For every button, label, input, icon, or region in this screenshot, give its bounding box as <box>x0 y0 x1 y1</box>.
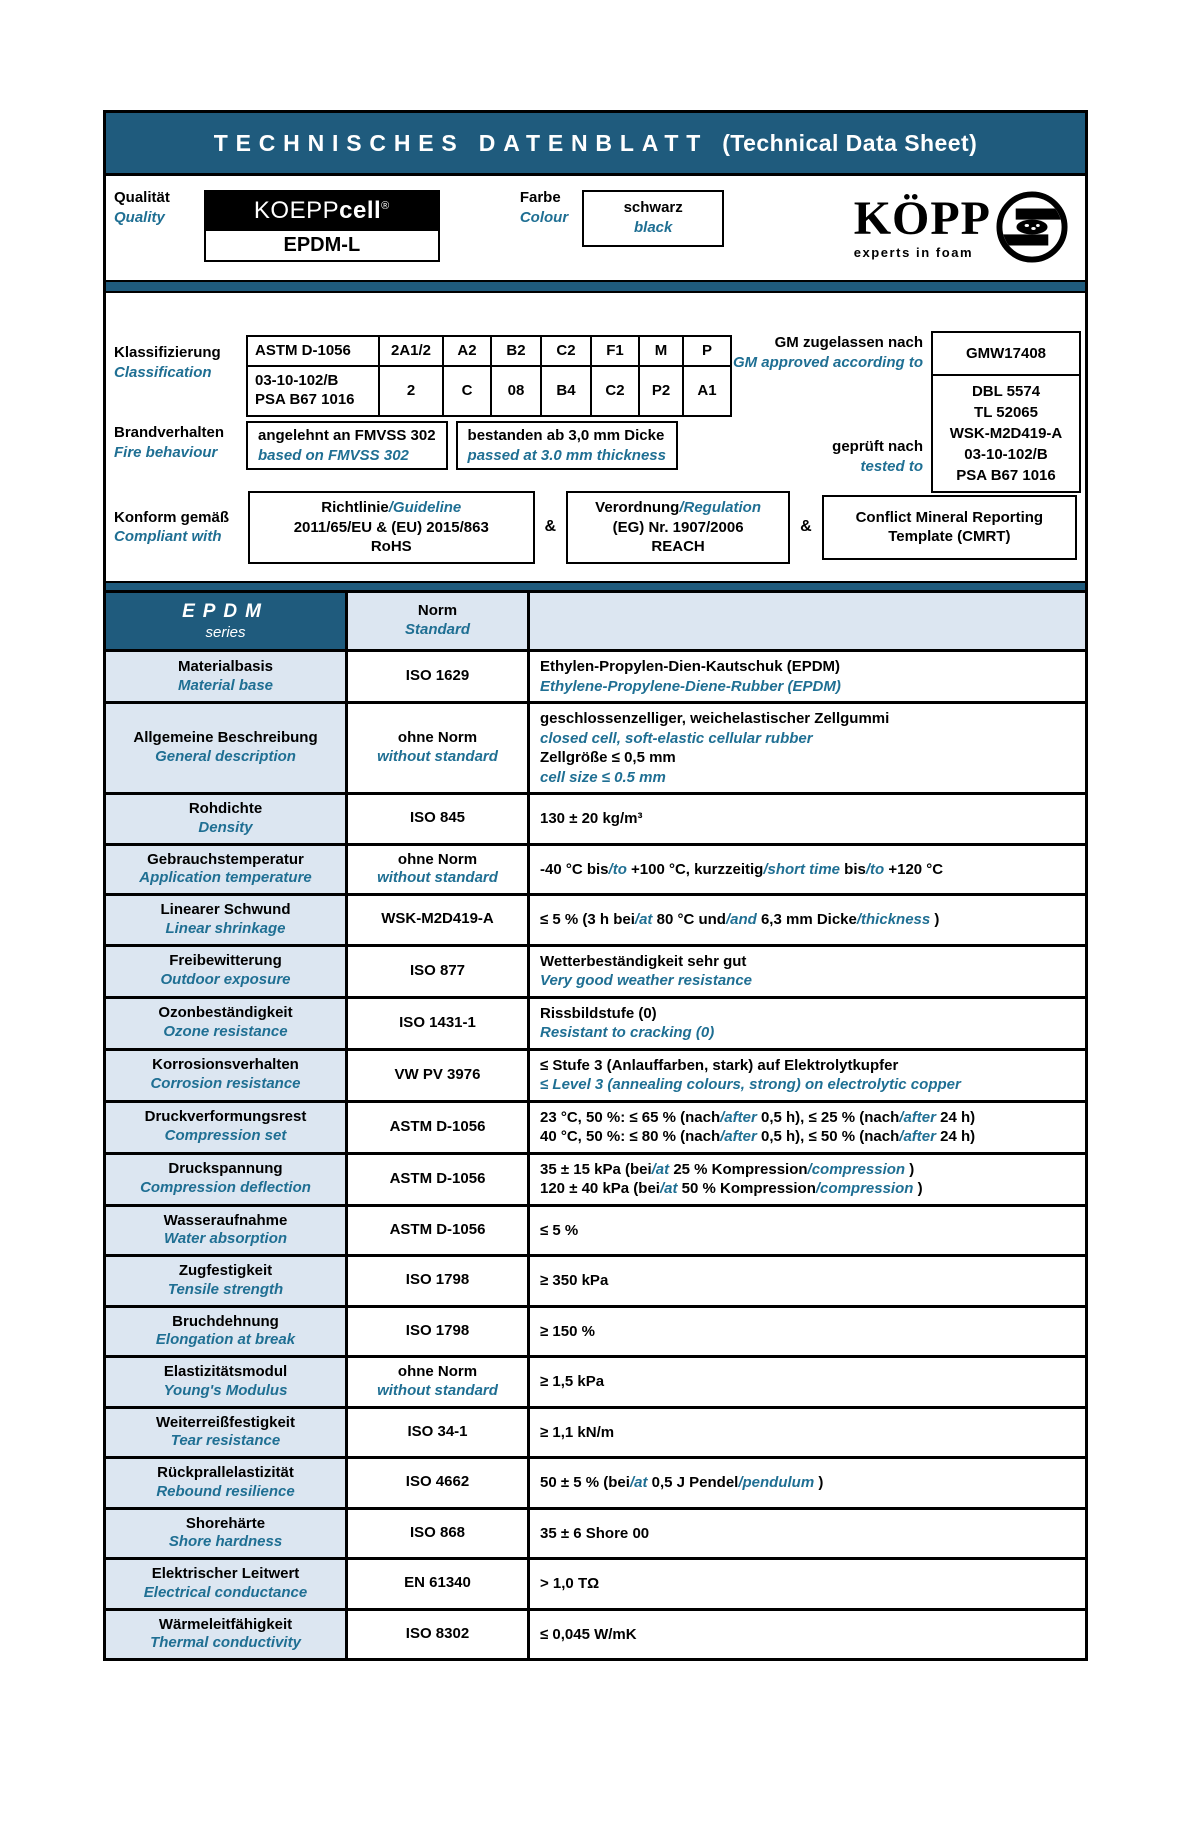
text-en: tested to <box>860 457 923 475</box>
norm-cell: ISO 1798 <box>348 1308 530 1356</box>
text-en: /compression <box>807 1160 906 1178</box>
text-line <box>540 1075 1075 1095</box>
classification-label-de: Klassifizierung <box>114 344 221 361</box>
norm-cell: ISO 877 <box>348 947 530 996</box>
text-de: angelehnt an FMVSS 302 <box>258 427 436 444</box>
text-de: Conflict Mineral Reporting <box>855 508 1044 526</box>
text-line <box>258 446 436 466</box>
spec-row <box>106 1608 1085 1659</box>
text-en: /at <box>629 1474 648 1491</box>
classification-cell: 2 <box>380 367 442 415</box>
koepp-logo-tagline: experts in foam <box>853 244 974 260</box>
classification-label <box>114 343 221 382</box>
property-label: Freibewitterung Outdoor exposure <box>106 947 348 996</box>
text-de: 35 ± 15 kPa (bei <box>540 1160 652 1178</box>
colour-label-de: Farbe <box>519 189 561 206</box>
text-en: /to <box>865 860 885 878</box>
property-label: Linearer Schwund Linear shrinkage <box>106 896 348 944</box>
text-line <box>683 333 923 353</box>
text-line <box>540 1221 1075 1241</box>
text-line <box>540 1574 1075 1594</box>
text-en: /after <box>899 1108 936 1126</box>
text-line <box>540 809 1075 829</box>
quality-label-de: Qualität <box>114 189 170 206</box>
spec-row <box>106 649 1085 701</box>
text-line <box>540 1160 1075 1180</box>
text-de: ≥ 350 kPa <box>540 1272 609 1289</box>
property-label: Korrosionsverhalten Corrosion resistance <box>106 1051 348 1100</box>
text-de: ≥ 1,5 kPa <box>540 1373 605 1390</box>
tested-standard: WSK-M2D419-A <box>949 425 1063 442</box>
text-line <box>540 1423 1075 1443</box>
spec-row <box>106 701 1085 792</box>
text-line <box>830 527 1069 547</box>
product-row <box>106 176 1085 280</box>
property-label: Druckverformungsrest Compression set <box>106 1103 348 1152</box>
spec-table-header <box>106 593 1085 649</box>
property-label: Rohdichte Density <box>106 795 348 843</box>
text-de: geschlossenzelliger, weichelastischer Zellgummi <box>540 710 890 727</box>
value-cell <box>530 1257 1085 1305</box>
text-line <box>540 657 1075 677</box>
text-line <box>830 508 1069 528</box>
text-line <box>574 518 782 538</box>
colour-value-de: schwarz <box>623 199 683 216</box>
text-de: REACH <box>651 538 705 555</box>
classification-cell: M <box>640 337 682 365</box>
brand-name: KOEPP <box>253 197 340 224</box>
text-line <box>540 1271 1075 1291</box>
property-label: Druckspannung Compression deflection <box>106 1155 348 1204</box>
title-bar <box>106 113 1085 176</box>
spec-row <box>106 1152 1085 1204</box>
classification-cell: B4 <box>542 367 590 415</box>
spec-row <box>106 1456 1085 1507</box>
text-line <box>540 1023 1075 1043</box>
koepp-logo-emblem <box>995 190 1069 264</box>
text-line <box>540 1108 1075 1128</box>
spec-row <box>106 1204 1085 1255</box>
text-en: Ethylene-Propylene-Diene-Rubber (EPDM) <box>540 677 841 695</box>
text-en: /Guideline <box>388 499 462 516</box>
classification-cell: F1 <box>592 337 638 365</box>
text-en: closed cell, soft-elastic cellular rubber <box>540 729 813 747</box>
norm-cell: WSK-M2D419-A <box>348 896 530 944</box>
text-de: 0,5 h), ≤ 50 % (nach <box>756 1128 900 1145</box>
text-de: (EG) Nr. 1907/2006 <box>612 518 744 536</box>
norm-cell: ISO 1629 <box>348 652 530 701</box>
approval-boxes <box>931 331 1081 493</box>
registered-trademark: ® <box>381 200 390 212</box>
grade-box: EPDM-L <box>206 231 438 260</box>
ampersand: & <box>544 518 557 536</box>
spec-row <box>106 893 1085 944</box>
text-de: GM zugelassen nach <box>774 334 923 351</box>
tested-to-text <box>723 437 923 476</box>
property-label: Elastizitätsmodul Young's Modulus <box>106 1358 348 1406</box>
ampersand: & <box>800 518 812 536</box>
classification-cell: A2 <box>444 337 490 365</box>
compliance-label-de: Konform gemäß <box>114 508 230 526</box>
text-de: 0,5 h), ≤ 25 % (nach <box>756 1108 900 1126</box>
value-cell <box>530 1560 1085 1608</box>
norm-cell: ISO 4662 <box>348 1459 530 1507</box>
text-de: Ethylen-Propylen-Dien-Kautschuk (EPDM) <box>540 658 841 675</box>
spec-row <box>106 1305 1085 1356</box>
spec-row <box>106 792 1085 843</box>
compliance-label <box>114 508 238 547</box>
property-label: Weiterreißfestigkeit Tear resistance <box>106 1409 348 1457</box>
text-line <box>540 748 1075 768</box>
norm-cell: ASTM D-1056 <box>348 1155 530 1204</box>
value-cell <box>530 1409 1085 1457</box>
norm-cell: ohne Norm without standard <box>348 846 530 894</box>
value-cell <box>530 652 1085 701</box>
spec-row <box>106 1100 1085 1152</box>
text-de: 50 % Kompression <box>677 1180 816 1197</box>
text-de: Verordnung <box>595 499 680 516</box>
classification-cell: 03-10-102/B PSA B67 1016 <box>248 367 378 415</box>
classification-cell: P2 <box>640 367 682 415</box>
fire-result-box <box>456 421 678 470</box>
property-label: Wasseraufnahme Water absorption <box>106 1207 348 1255</box>
header-section <box>103 110 1088 595</box>
text-line <box>540 1625 1075 1645</box>
classification-cell: ASTM D-1056 <box>248 337 378 365</box>
text-line <box>540 1127 1075 1147</box>
text-de: ) <box>930 911 940 928</box>
classification-cell: 2A1/2 <box>380 337 442 365</box>
quality-label <box>114 188 170 227</box>
text-line <box>258 426 436 446</box>
value-cell <box>530 1358 1085 1406</box>
text-en: /compression <box>815 1180 914 1197</box>
text-line <box>723 437 923 457</box>
norm-cell: EN 61340 <box>348 1560 530 1608</box>
tested-to-box <box>931 376 1081 493</box>
text-en: /at <box>651 1160 670 1178</box>
property-label: Shorehärte Shore hardness <box>106 1510 348 1558</box>
text-de: 80 °C und <box>652 911 726 928</box>
norm-header <box>348 593 530 649</box>
text-line <box>540 768 1075 788</box>
text-de: +100 °C, kurzzeitig <box>626 860 764 878</box>
text-line <box>540 1524 1075 1544</box>
section-divider <box>106 280 1085 293</box>
text-en: /pendulum <box>738 1474 815 1491</box>
page-title-english: (Technical Data Sheet) <box>722 129 978 156</box>
text-de: ) <box>814 1474 824 1491</box>
brand-name-suffix: cell <box>339 197 382 224</box>
classification-cell: A1 <box>684 367 730 415</box>
text-line <box>540 971 1075 991</box>
koepp-logo <box>854 190 1069 264</box>
text-de: ≤ 5 % <box>540 1221 579 1239</box>
value-cell <box>530 1308 1085 1356</box>
gm-approved-text <box>683 333 923 372</box>
text-en: /and <box>725 911 757 928</box>
text-en: /after <box>720 1128 757 1145</box>
tested-standard: TL 52065 <box>974 404 1038 421</box>
text-de: 35 ± 6 Shore 00 <box>540 1524 650 1542</box>
text-en: /to <box>608 860 627 878</box>
value-header <box>530 593 1085 649</box>
colour-value-en: black <box>633 219 673 237</box>
norm-cell: ISO 868 <box>348 1510 530 1558</box>
text-de: 0,5 J Pendel <box>647 1474 739 1491</box>
text-line <box>468 446 666 466</box>
fire-label-en: Fire behaviour <box>114 443 218 461</box>
tested-standard: 03-10-102/B <box>964 446 1048 463</box>
spec-row <box>106 1507 1085 1558</box>
value-cell <box>530 1510 1085 1558</box>
text-line <box>540 1473 1075 1493</box>
text-en: /after <box>720 1108 757 1126</box>
text-de: -40 °C bis <box>540 860 609 878</box>
page-title: TECHNISCHES DATENBLATT <box>213 129 709 156</box>
text-de: geprüft nach <box>832 438 923 455</box>
fire-standard-box <box>246 421 448 470</box>
reach-box <box>566 491 790 564</box>
text-en: Resistant to cracking (0) <box>540 1024 715 1041</box>
property-label: Rückprallelastizität Rebound resilience <box>106 1459 348 1507</box>
norm-cell: ISO 34-1 <box>348 1409 530 1457</box>
text-de: 130 ± 20 kg/m³ <box>540 810 643 827</box>
property-label: Elektrischer Leitwert Electrical conductance <box>106 1560 348 1608</box>
text-de: ≥ 150 % <box>540 1322 595 1340</box>
fire-behaviour-boxes <box>246 421 678 470</box>
value-cell <box>530 1155 1085 1204</box>
text-en: /at <box>659 1180 678 1197</box>
text-de: ≤ Stufe 3 (Anlauffarben, stark) auf Elektrolytkupfer <box>540 1056 899 1074</box>
spec-row <box>106 1557 1085 1608</box>
text-de: 24 h) <box>935 1128 976 1145</box>
property-label: Wärmeleitfähigkeit Thermal conductivity <box>106 1611 348 1659</box>
text-de: Rissbildstufe (0) <box>540 1004 657 1022</box>
property-label: Bruchdehnung Elongation at break <box>106 1308 348 1356</box>
spec-table <box>103 590 1088 1661</box>
series-header <box>106 593 348 649</box>
value-cell <box>530 1611 1085 1659</box>
text-line <box>540 1179 1075 1199</box>
text-de: 24 h) <box>935 1108 976 1126</box>
text-line <box>540 1056 1075 1076</box>
text-line <box>540 677 1075 697</box>
text-line <box>540 729 1075 749</box>
gm-standard-box: GMW17408 <box>931 331 1081 376</box>
text-line <box>540 1372 1075 1392</box>
text-en: ≤ Level 3 (annealing colours, strong) on electrolytic copper <box>540 1076 961 1093</box>
norm-cell: ASTM D-1056 <box>348 1207 530 1255</box>
text-en: Very good weather resistance <box>540 972 753 989</box>
text-line <box>256 518 527 538</box>
text-de: ) <box>905 1160 915 1178</box>
text-en: passed at 3.0 mm thickness <box>467 446 666 464</box>
text-de: ≤ 5 % (3 h bei <box>540 911 635 928</box>
text-line <box>540 860 1075 880</box>
property-label: Gebrauchstemperatur Application temperature <box>106 846 348 894</box>
text-line <box>540 910 1075 930</box>
text-de: Zellgröße ≤ 0,5 mm <box>540 749 676 766</box>
norm-cell: ohne Norm without standard <box>348 704 530 792</box>
value-cell <box>530 1459 1085 1507</box>
colour-label-en: Colour <box>519 208 569 226</box>
spec-row <box>106 996 1085 1048</box>
text-line <box>540 709 1075 729</box>
text-en: /after <box>899 1128 936 1145</box>
text-de: Richtlinie <box>321 499 389 516</box>
text-en: /short time <box>763 860 841 878</box>
spec-row <box>106 1355 1085 1406</box>
value-cell <box>530 846 1085 894</box>
classification-table <box>246 335 732 417</box>
value-cell <box>530 1051 1085 1100</box>
koepp-logo-text <box>853 191 991 260</box>
koepp-logo-name: KÖPP <box>853 191 991 245</box>
value-cell <box>530 896 1085 944</box>
text-de: ≤ 0,045 W/mK <box>540 1625 637 1643</box>
text-de: 2011/65/EU & (EU) 2015/863 <box>293 518 489 536</box>
text-line <box>723 457 923 477</box>
text-line <box>540 952 1075 972</box>
value-cell <box>530 795 1085 843</box>
tested-standard: PSA B67 1016 <box>956 467 1056 484</box>
text-de: bestanden ab 3,0 mm Dicke <box>467 427 665 444</box>
property-label: Ozonbeständigkeit Ozone resistance <box>106 999 348 1048</box>
text-line <box>468 426 666 446</box>
property-label: Allgemeine Beschreibung General description <box>106 704 348 792</box>
classification-cell: C <box>444 367 490 415</box>
text-line <box>540 1004 1075 1024</box>
text-de: 50 ± 5 % (bei <box>540 1474 630 1491</box>
text-line <box>574 537 782 557</box>
text-en: /at <box>634 911 653 928</box>
spec-row <box>106 944 1085 996</box>
text-line <box>574 498 782 518</box>
compliance-label-en: Compliant with <box>114 528 222 546</box>
text-de: ≥ 1,1 kN/m <box>540 1423 615 1441</box>
value-cell <box>530 947 1085 996</box>
text-de: 40 °C, 50 %: ≤ 80 % (nach <box>540 1128 721 1145</box>
norm-cell: ASTM D-1056 <box>348 1103 530 1152</box>
spec-row <box>106 1254 1085 1305</box>
text-de: bis <box>840 860 866 878</box>
fire-label-de: Brandverhalten <box>114 424 225 441</box>
classification-label-en: Classification <box>114 363 212 381</box>
spec-row <box>106 1406 1085 1457</box>
classification-section <box>106 293 1085 581</box>
text-de: 23 °C, 50 %: ≤ 65 % (nach <box>540 1108 721 1126</box>
text-de: +120 °C <box>884 860 944 878</box>
brand-block <box>204 190 440 262</box>
spec-row <box>106 843 1085 894</box>
text-line <box>540 1322 1075 1342</box>
text-en: /thickness <box>856 911 931 928</box>
text-de: 120 ± 40 kPa (bei <box>540 1180 660 1197</box>
colour-value-box <box>582 190 724 247</box>
series-name: EPDM <box>182 600 269 622</box>
norm-cell: ISO 1431-1 <box>348 999 530 1048</box>
value-cell <box>530 1103 1085 1152</box>
classification-cell: P <box>684 337 730 365</box>
spec-row <box>106 1048 1085 1100</box>
tested-standard: DBL 5574 <box>971 383 1041 400</box>
text-line <box>256 498 527 518</box>
norm-cell: VW PV 3976 <box>348 1051 530 1100</box>
norm-cell: ISO 8302 <box>348 1611 530 1659</box>
norm-cell: ohne Norm without standard <box>348 1358 530 1406</box>
fire-behaviour-label <box>114 423 224 462</box>
property-label: Materialbasis Material base <box>106 652 348 701</box>
classification-cell: C2 <box>542 337 590 365</box>
norm-cell: ISO 845 <box>348 795 530 843</box>
property-label: Zugfestigkeit Tensile strength <box>106 1257 348 1305</box>
text-de: > 1,0 TΩ <box>540 1575 600 1592</box>
text-en: based on FMVSS 302 <box>258 446 409 464</box>
norm-cell: ISO 1798 <box>348 1257 530 1305</box>
text-line <box>683 353 923 373</box>
text-de: RoHS <box>370 538 412 555</box>
norm-header-en: Standard <box>404 621 470 638</box>
classification-cell: 08 <box>492 367 540 415</box>
value-cell <box>530 999 1085 1048</box>
value-cell <box>530 704 1085 792</box>
text-en: GM approved according to <box>732 353 923 371</box>
text-en: cell size ≤ 0.5 mm <box>540 768 666 786</box>
text-de: Template (CMRT) <box>888 528 1011 546</box>
rohs-box <box>248 491 535 564</box>
norm-header-de: Norm <box>417 602 458 620</box>
text-de: 25 % Kompression <box>669 1160 808 1178</box>
text-de: ) <box>913 1180 923 1197</box>
quality-label-en: Quality <box>114 208 165 226</box>
classification-cell: B2 <box>492 337 540 365</box>
cmrt-box <box>822 495 1077 560</box>
text-en: /Regulation <box>679 499 762 516</box>
series-subtitle: series <box>205 623 246 641</box>
text-de: Wetterbeständigkeit sehr gut <box>540 952 747 970</box>
text-line <box>256 537 527 557</box>
colour-label <box>520 188 568 227</box>
brand-box <box>206 192 438 231</box>
value-cell <box>530 1207 1085 1255</box>
text-de: 6,3 mm Dicke <box>756 911 857 928</box>
classification-cell: C2 <box>592 367 638 415</box>
compliance-row <box>114 491 1077 564</box>
